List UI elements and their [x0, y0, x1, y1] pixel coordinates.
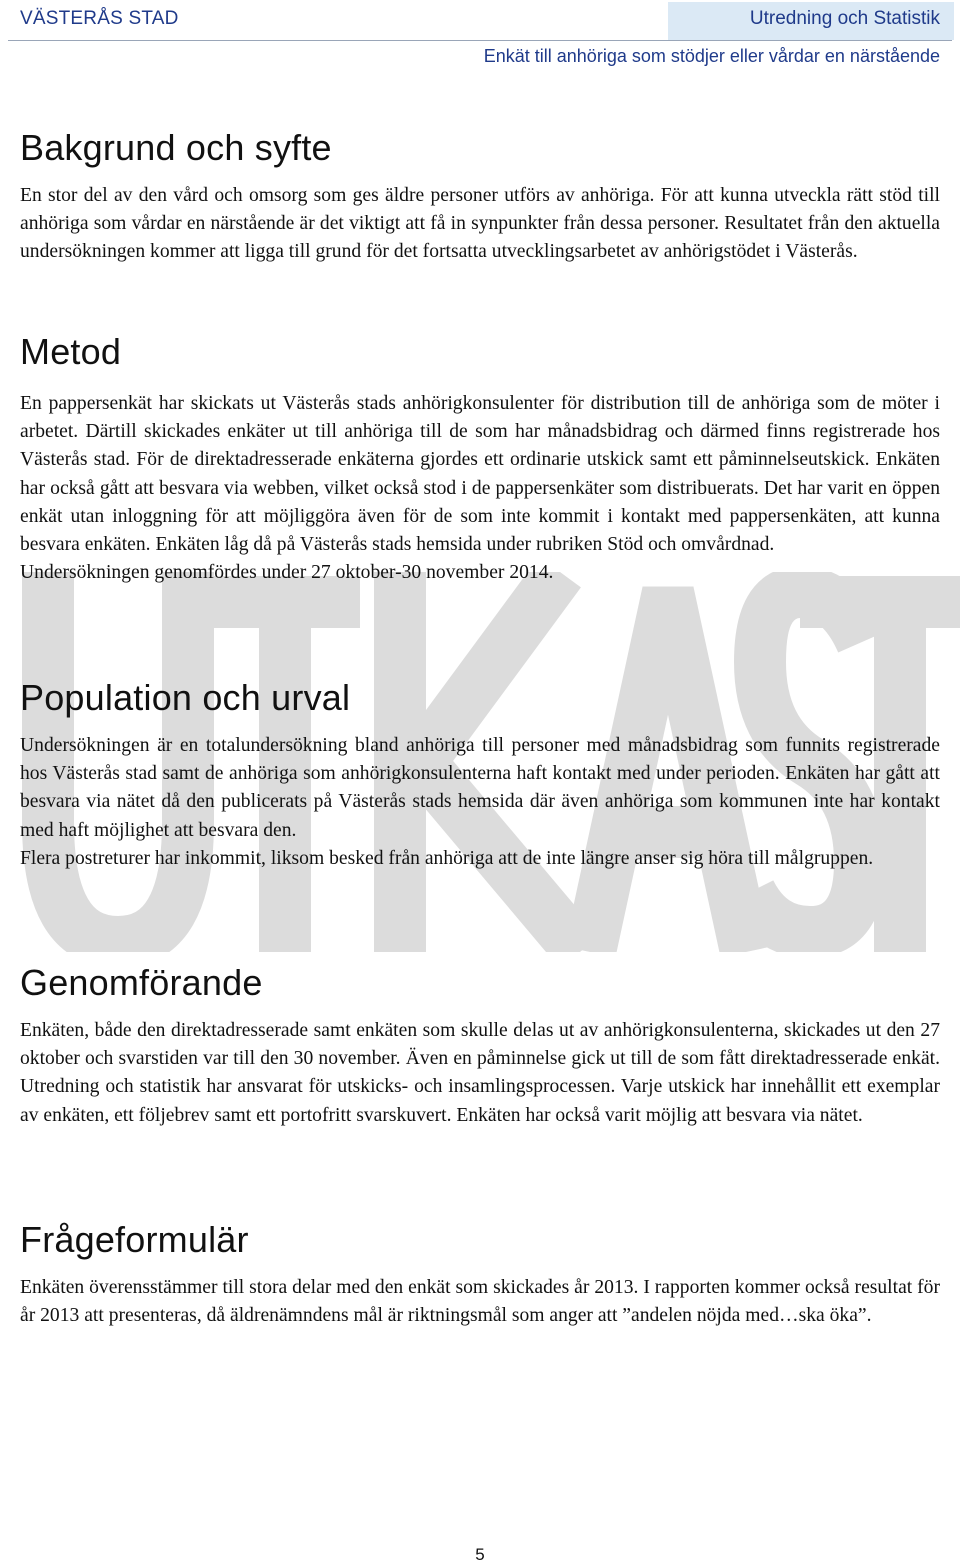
section-population [20, 676, 940, 873]
section-heading-method: Metod [20, 331, 122, 372]
report-title: Enkät till anhöriga som stödjer eller vårdar en närstående [483, 46, 940, 66]
section-questionnaire [20, 1218, 940, 1330]
section-method [20, 330, 940, 587]
organization-name: VÄSTERÅS STAD [20, 8, 179, 29]
paragraph: En stor del av den vård och omsorg som ges äldre personer utförs av anhöriga. För att kunna utveckla rätt stöd till anhöriga som vårdar en närstående är det viktigt att få in synpunkter från dessa personer. Resultatet från den aktuella undersökningen kommer att ligga till grund för det fortsatta utvecklingsarbetet av anhörigstödet i Västerås. [20, 185, 940, 263]
header-divider [8, 40, 952, 41]
section-heading-implementation: Genomförande [20, 962, 263, 1003]
section-heading-background: Bakgrund och syfte [20, 127, 332, 168]
department-name: Utredning och Statistik [749, 8, 940, 29]
paragraph: En pappersenkät har skickats ut Västerås stads anhörigkonsulenter för distribution till de anhöriga som de möter i arbetet. Därtill skickades enkäter ut till anhöriga till de som har månadsbidrag och därmed finns registrerade hos Västerås stad. För de direktadresserade enkäterna gjordes ett ordinarie utskick samt ett påminnelseutskick. Enkäten har också gått att besvara via webben, vilket också stod i de pappersenkäter som distribuerats. Det har varit en öppen enkät utan inloggning för att möjliggöra även för de som inte kommit i kontakt med pappersenkäten, att kunna besvara enkäten. Enkäten låg då på Västerås stads hemsida under rubriken Stöd och omvårdnad. [20, 393, 940, 556]
section-heading-questionnaire: Frågeformulär [20, 1219, 249, 1260]
section-background [20, 126, 940, 267]
paragraph: Flera postreturer har inkommit, liksom besked från anhöriga att de inte längre anser sig höra till målgruppen. [20, 847, 874, 869]
section-implementation [20, 961, 940, 1130]
paragraph: Undersökningen är en totalundersökning bland anhöriga till personer med månadsbidrag som funnits registrerade hos Västerås stad samt de anhöriga som anhörigkonsulenterna haft kontakt med under perioden. Enkäten har gått att besvara via nätet då den publicerats på Västerås stads hemsida där även anhöriga som kommunen inte har kontakt med haft möjlighet att besvara den. [20, 735, 940, 841]
paragraph: Undersökningen genomfördes under 27 oktober-30 november 2014. [20, 562, 554, 584]
section-heading-population: Population och urval [20, 677, 351, 718]
paragraph: Enkäten överensstämmer till stora delar med den enkät som skickades år 2013. I rapporten kommer också resultat för år 2013 att presenteras, då äldrenämndens mål är riktningsmål som anger att ”andelen nöjda med…ska öka”. [20, 1277, 940, 1327]
page-number: 5 [475, 1545, 485, 1564]
paragraph: Enkäten, både den direktadresserade samt enkäten som skulle delas ut av anhörigkonsulenterna, skickades ut den 27 oktober och svarstiden var till den 30 november. Även en påminnelse gick ut till de som fått direktadresserade enkät. Utredning och statistik har ansvarat för utskicks- och insamlingsprocessen. Varje utskick har innehållit ett exemplar av enkäten, ett följebrev samt ett portofritt svarskuvert. Enkäten har också varit möjlig att besvara via nätet. [20, 1020, 940, 1126]
